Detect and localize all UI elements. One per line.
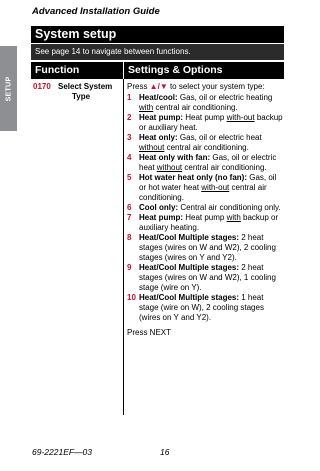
option-number: 1	[127, 93, 132, 102]
option-title: Heat only:	[139, 133, 178, 142]
option-title: Hot water heat only (no fan):	[139, 173, 247, 182]
option-item	[127, 153, 284, 173]
option-desc-1: Gas, oil or electric heat	[139, 153, 277, 172]
setting-name	[58, 82, 122, 102]
option-title: Heat/Cool Multiple stages:	[139, 293, 240, 302]
section-subtitle: See page 14 to navigate between functions.	[31, 44, 284, 60]
option-desc-2: central air conditioning.	[182, 163, 267, 172]
setup-side-tab	[0, 46, 17, 131]
option-desc-2: central air conditioning.	[153, 103, 238, 112]
option-emphasis: with-out	[226, 113, 255, 122]
option-number: 2	[127, 113, 132, 122]
setting-code: 0170	[33, 82, 51, 91]
option-text	[139, 133, 284, 153]
option-number: 9	[127, 263, 132, 272]
option-desc-1: Heat pump	[183, 213, 227, 222]
option-text	[139, 173, 284, 203]
option-item	[127, 293, 284, 323]
option-emphasis: without	[156, 163, 183, 172]
option-desc-1: Gas, oil or electric heat	[177, 133, 262, 142]
option-text	[139, 93, 284, 113]
option-desc-1: Heat pump	[183, 113, 227, 122]
option-number: 7	[127, 213, 132, 222]
setting-name-line1: Select System	[58, 82, 113, 91]
function-column-header: Function	[31, 62, 123, 79]
option-title: Cool only:	[139, 203, 179, 212]
option-title: Heat pump:	[139, 113, 183, 122]
option-title: Heat/Cool Multiple stages:	[139, 233, 240, 242]
option-item	[127, 133, 284, 153]
option-desc-1: 1 heat stage (wire on W), 2 cooling stages (wires on Y and Y2).	[139, 293, 264, 322]
document-number: 69-2221EF—03	[32, 447, 93, 457]
option-desc-2: central air conditioning.	[164, 143, 249, 152]
settings-column-header: Settings & Options	[124, 62, 284, 79]
option-desc-1: Central air conditioning only.	[178, 203, 281, 212]
option-text	[139, 113, 284, 133]
option-desc-2: central air conditioning.	[139, 183, 267, 202]
option-desc-2: backup or auxiliary heat.	[139, 113, 283, 132]
intro-text	[127, 82, 284, 92]
option-desc-1: 2 heat stages (wires on W and W2), 2 cooling stages (wires on Y and Y2).	[139, 233, 276, 262]
option-emphasis: without	[139, 143, 165, 152]
section-banner: System setup	[31, 26, 284, 43]
option-number: 10	[127, 293, 136, 302]
option-number: 8	[127, 233, 132, 242]
option-item	[127, 93, 284, 113]
option-text	[139, 233, 284, 263]
option-item	[127, 233, 284, 263]
option-item	[127, 263, 284, 293]
option-desc-1: Gas, oil or electric heating	[177, 93, 273, 102]
option-title: Heat/cool:	[139, 93, 178, 102]
option-number: 3	[127, 133, 132, 142]
option-item	[127, 173, 284, 203]
option-number: 5	[127, 173, 132, 182]
option-emphasis: with	[226, 213, 241, 222]
up-down-arrow-icon: ▲/▼	[149, 82, 168, 91]
settings-options	[127, 82, 284, 338]
intro-after: to select your system type:	[167, 82, 265, 91]
setting-name-line2: Type	[72, 92, 91, 101]
option-emphasis: with	[139, 103, 154, 112]
option-text	[139, 213, 284, 233]
option-desc-1: 2 heat stages (wires on W and W2), 1 cooling stage (wire on Y).	[139, 263, 276, 292]
option-item	[127, 213, 284, 233]
option-title: Heat/Cool Multiple stages:	[139, 263, 240, 272]
option-title: Heat pump:	[139, 213, 183, 222]
option-number: 4	[127, 153, 132, 162]
side-tab-label: SETUP	[5, 76, 12, 101]
option-item	[127, 203, 284, 213]
page-number: 16	[160, 447, 170, 457]
option-item	[127, 113, 284, 133]
option-text	[139, 293, 284, 323]
column-divider	[123, 79, 124, 415]
option-number: 6	[127, 203, 132, 212]
intro-before: Press	[127, 82, 150, 91]
option-desc-1: Gas, oil or hot water heat	[139, 173, 277, 192]
option-text	[139, 263, 284, 293]
option-title: Heat only with fan:	[139, 153, 211, 162]
option-text	[139, 153, 284, 173]
press-next-text: Press NEXT	[127, 328, 172, 337]
option-desc-2: backup or auxiliary heating.	[139, 213, 279, 232]
options-list	[127, 93, 284, 323]
document-title: Advanced Installation Guide	[32, 6, 160, 17]
option-emphasis: with-out	[201, 183, 230, 192]
option-text	[139, 203, 284, 213]
